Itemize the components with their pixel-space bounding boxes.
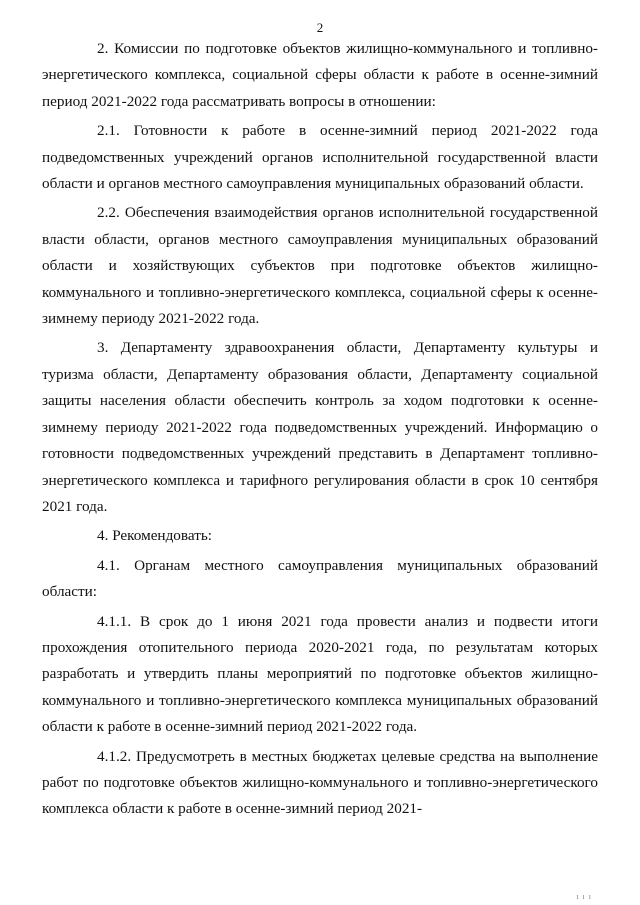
paragraph-2-2: 2.2. Обеспечения взаимодействия органов исполнительной государственной власти области, органов местного самоуправления муниципальных образований области и хозяйствующих субъектов при подготовке объектов жилищно-коммунального и топливно-энергетического комплекса, социальной сферы к осенне-зимнему периоду 2021-2022 года. bbox=[42, 204, 598, 328]
paragraph-4: 4. Рекомендовать: bbox=[97, 527, 212, 545]
paragraph-3: 3. Департаменту здравоохранения области, Департаменту культуры и туризма области, Департаменту образования области, Департаменту социальной защиты населения области обеспечить контроль за ходом подготовки к осенне-зимнему периоду 2021-2022 года подведомственных учреждений. Информацию о готовности подведомственных учреждений представить в Департамент топливно-энергетического комплекса и тарифного регулирования области в срок 10 сентября 2021 года. bbox=[42, 339, 598, 515]
paragraph-4-1-1: 4.1.1. В срок до 1 июня 2021 года провести анализ и подвести итоги прохождения отопительного периода 2020-2021 года, по результатам которых разработать и утвердить планы мероприятий по подготовке объектов жилищно-коммунального и топливно-энергетического комплекса муниципальных образований области к работе в осенне-зимний период 2021-2022 года. bbox=[42, 612, 598, 736]
paragraph-2-1: 2.1. Готовности к работе в осенне-зимний период 2021-2022 года подведомственных учреждений органов исполнительной государственной власти области и органов местного самоуправления муниципальных образований области. bbox=[42, 122, 598, 193]
page-number: 2 bbox=[316, 20, 324, 35]
scan-mark: ı ı ı bbox=[576, 892, 592, 901]
paragraph-4-1-2: 4.1.2. Предусмотреть в местных бюджетах целевые средства на выполнение работ по подготовке объектов жилищно-коммунального и топливно-энергетического комплекса области к работе в осенне-зимний период 2021- bbox=[42, 747, 598, 818]
paragraph-2: 2. Комиссии по подготовке объектов жилищно-коммунального и топливно-энергетического комплекса, социальной сферы области к работе в осенне-зимний период 2021-2022 года рассматривать вопросы в отношении: bbox=[42, 40, 598, 110]
paragraph-4-1: 4.1. Органам местного самоуправления муниципальных образований области: bbox=[42, 556, 598, 601]
document-body bbox=[42, 36, 598, 823]
